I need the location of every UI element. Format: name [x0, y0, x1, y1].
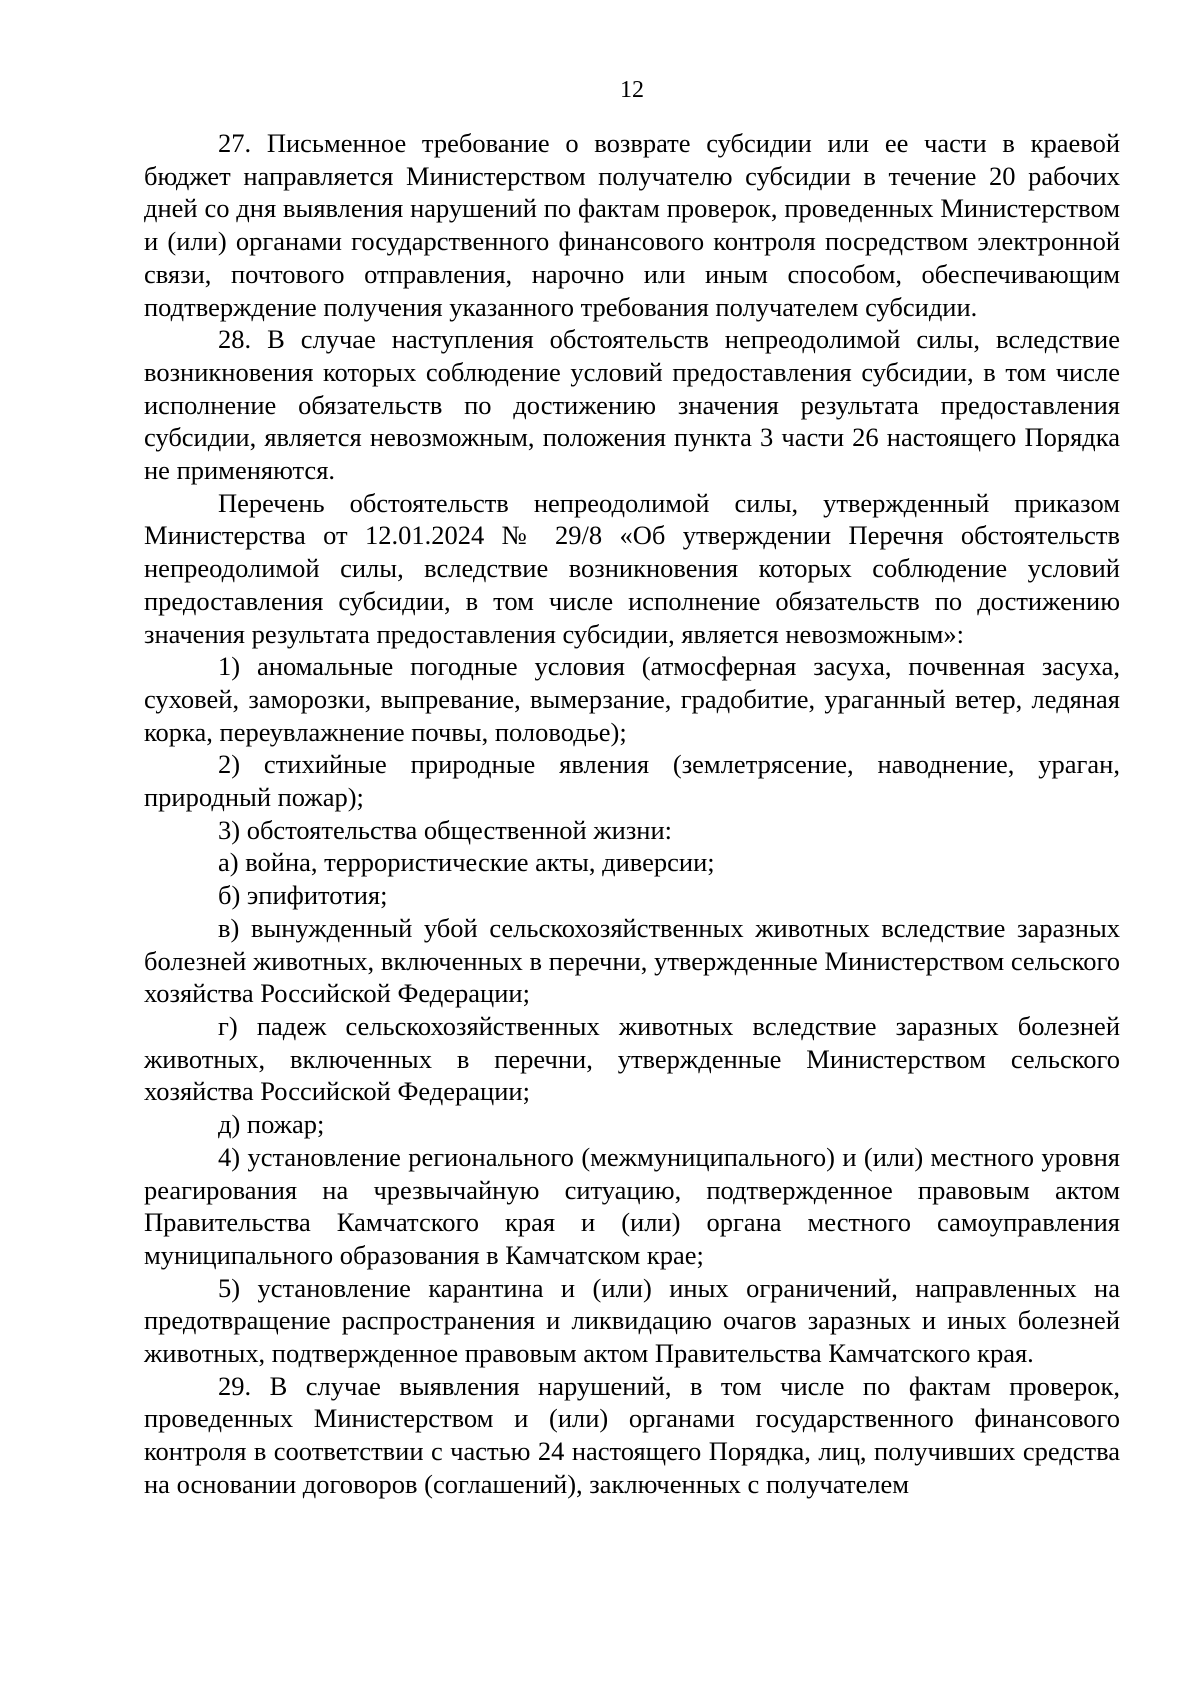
- list-subitem-g: г) падеж сельскохозяйственных животных вследствие заразных болезней животных, включенных в перечни, утвержденные Министерством сельского хозяйства Российской Федерации;: [144, 1010, 1120, 1107]
- list-subitem-v: в) вынужденный убой сельскохозяйственных животных вследствие заразных болезней животных, включенных в перечни, утвержденные Министерством сельского хозяйства Российской Федерации;: [144, 912, 1120, 1009]
- page-number: 12: [620, 77, 644, 103]
- paragraph-force-majeure-list-intro: Перечень обстоятельств непреодолимой силы, утвержденный приказом Министерства от 12.01.2024 № 29/8 «Об утверждении Перечня обстоятельств непреодолимой силы, вследствие возникновения которых соблюдение условий предоставления субсидии, в том числе исполнение обязательств по достижению значения результата предоставления субсидии, является невозможным»:: [144, 487, 1120, 649]
- paragraph-28: 28. В случае наступления обстоятельств непреодолимой силы, вследствие возникновения которых соблюдение условий предоставления субсидии, в том числе исполнение обязательств по достижению значения результата предоставления субсидии, является невозможным, положения пункта 3 части 26 настоящего Порядка не применяются.: [144, 324, 1120, 486]
- list-item-2: 2) стихийные природные явления (землетрясение, наводнение, ураган, природный пожар);: [144, 749, 1120, 813]
- list-subitem-b: б) эпифитотия;: [218, 880, 388, 911]
- list-item-3: 3) обстоятельства общественной жизни:: [218, 814, 673, 845]
- list-item-1: 1) аномальные погодные условия (атмосферная засуха, почвенная засуха, суховей, заморозки, выпревание, вымерзание, градобитие, ураганный ветер, ледяная корка, переувлажнение почвы, половодье);: [144, 651, 1120, 747]
- list-subitem-d: д) пожар;: [218, 1109, 325, 1140]
- paragraph-29: 29. В случае выявления нарушений, в том числе по фактам проверок, проведенных Министерством и (или) органами государственного финансового контроля в соответствии с частью 24 настоящего Порядка, лиц, получивших средства на основании договоров (соглашений), заключенных с получателем: [144, 1370, 1120, 1499]
- list-item-5: 5) установление карантина и (или) иных ограничений, направленных на предотвращение распространения и ликвидацию очагов заразных и иных болезней животных, подтвержденное правовым актом Правительства Камчатского края.: [144, 1272, 1120, 1369]
- list-item-4: 4) установление регионального (межмуниципального) и (или) местного уровня реагирования на чрезвычайную ситуацию, подтвержденное правовым актом Правительства Камчатского края и (или) органа местного самоуправления муниципального образования в Камчатском крае;: [144, 1141, 1120, 1270]
- paragraph-27: 27. Письменное требование о возврате субсидии или ее части в краевой бюджет направляется Министерством получателю субсидии в течение 20 рабочих дней со дня выявления нарушений по фактам проверок, проведенных Министерством и (или) органами государственного финансового контроля посредством электронной связи, почтового отправления, нарочно или иным способом, обеспечивающим подтверждение получения указанного требования получателем субсидии.: [144, 128, 1120, 322]
- document-body: [144, 127, 1120, 1501]
- list-subitem-a: а) война, террористические акты, диверсии;: [218, 847, 715, 878]
